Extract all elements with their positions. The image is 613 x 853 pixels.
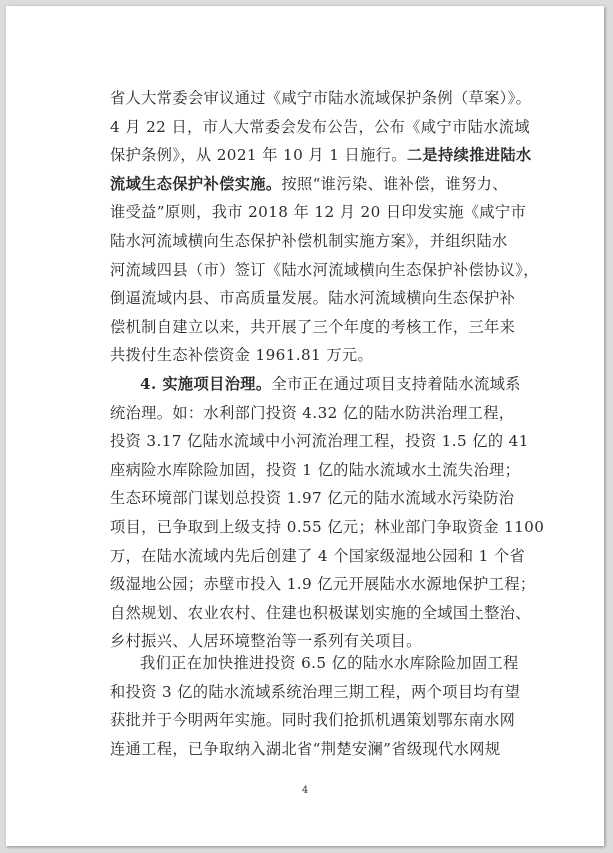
bold-heading: 流域生态保护补偿实施。 — [110, 174, 282, 193]
text-line: 4 月 22 日，市人大常委会发布公告，公布《咸宁市陆水流域 — [110, 117, 530, 136]
text-line: 项目，已争取到上级支持 0.55 亿元；林业部门争取资金 1100 — [110, 517, 545, 536]
text-line: 自然规划、农业农村、住建也积极谋划实施的全域国土整治、 — [110, 603, 531, 622]
bold-heading: 二是持续推进陆水 — [406, 146, 532, 165]
text-line: 生态环境部门谋划总投资 1.97 亿元的陆水流域水污染防治 — [110, 489, 515, 508]
text-line: 河流域四县（市）签订《陆水河流域横向生态保护补偿协议》， — [110, 260, 539, 279]
text-line — [110, 370, 528, 399]
text-run: 按照“谁污染、谁补偿，谁努力、 — [281, 174, 508, 193]
text-line: 谁受益”原则，我市 2018 年 12 月 20 日印发实施《咸宁市 — [110, 203, 527, 222]
text-line: 座病险水库除险加固，投资 1 亿的陆水流域水土流失治理； — [110, 460, 521, 479]
text-run: 全市正在通过项目支持着陆水流域系 — [271, 375, 521, 393]
document-page — [6, 6, 604, 846]
text-line: 和投资 3 亿的陆水流域系统治理三期工程，两个项目均有望 — [110, 682, 521, 701]
text-line: 偿机制自建立以来，共开展了三个年度的考核工作，三年来 — [110, 317, 516, 336]
paragraph-2 — [110, 370, 545, 656]
text-line: 投资 3.17 亿陆水流域中小河流治理工程，投资 1.5 亿的 41 — [110, 432, 529, 451]
text-line: 乡村振兴、人居环境整治等一系列有关项目。 — [110, 632, 422, 651]
text-line: 共拨付生态补偿资金 1961.81 万元。 — [110, 346, 374, 365]
text-line — [110, 170, 528, 199]
text-line: 万，在陆水流域内先后创建了 4 个国家级湿地公园和 1 个省 — [110, 546, 526, 565]
text-line: 连通工程，已争取纳入湖北省“荆楚安澜”省级现代水网规 — [110, 739, 501, 758]
text-line: 级湿地公园；赤壁市投入 1.9 亿元开展陆水水源地保护工程； — [110, 575, 536, 594]
paragraph-1 — [110, 84, 539, 370]
paragraph-3 — [110, 649, 528, 763]
section-heading: 4. 实施项目治理。 — [140, 375, 272, 393]
text-line: 倒逼流域内县、市高质量发展。陆水河流域横向生态保护补 — [110, 289, 516, 308]
text-line: 我们正在加快推进投资 6.5 亿的陆水水库除险加固工程 — [140, 654, 519, 672]
text-line: 陆水河流域横向生态保护补偿机制实施方案》，并组织陆水 — [110, 231, 508, 250]
text-line — [110, 141, 532, 170]
text-line: 省人大常委会审议通过《咸宁市陆水流域保护条例（草案）》。 — [110, 89, 532, 107]
page-number: 4 — [301, 785, 309, 796]
text-run: 保护条例》，从 2021 年 10 月 1 日施行。 — [110, 146, 407, 165]
text-line: 获批并于今明两年实施。同时我们抢抓机遇策划鄂东南水网 — [110, 711, 516, 730]
text-line: 统治理。如：水利部门投资 4.32 亿的陆水防洪治理工程， — [110, 403, 515, 422]
